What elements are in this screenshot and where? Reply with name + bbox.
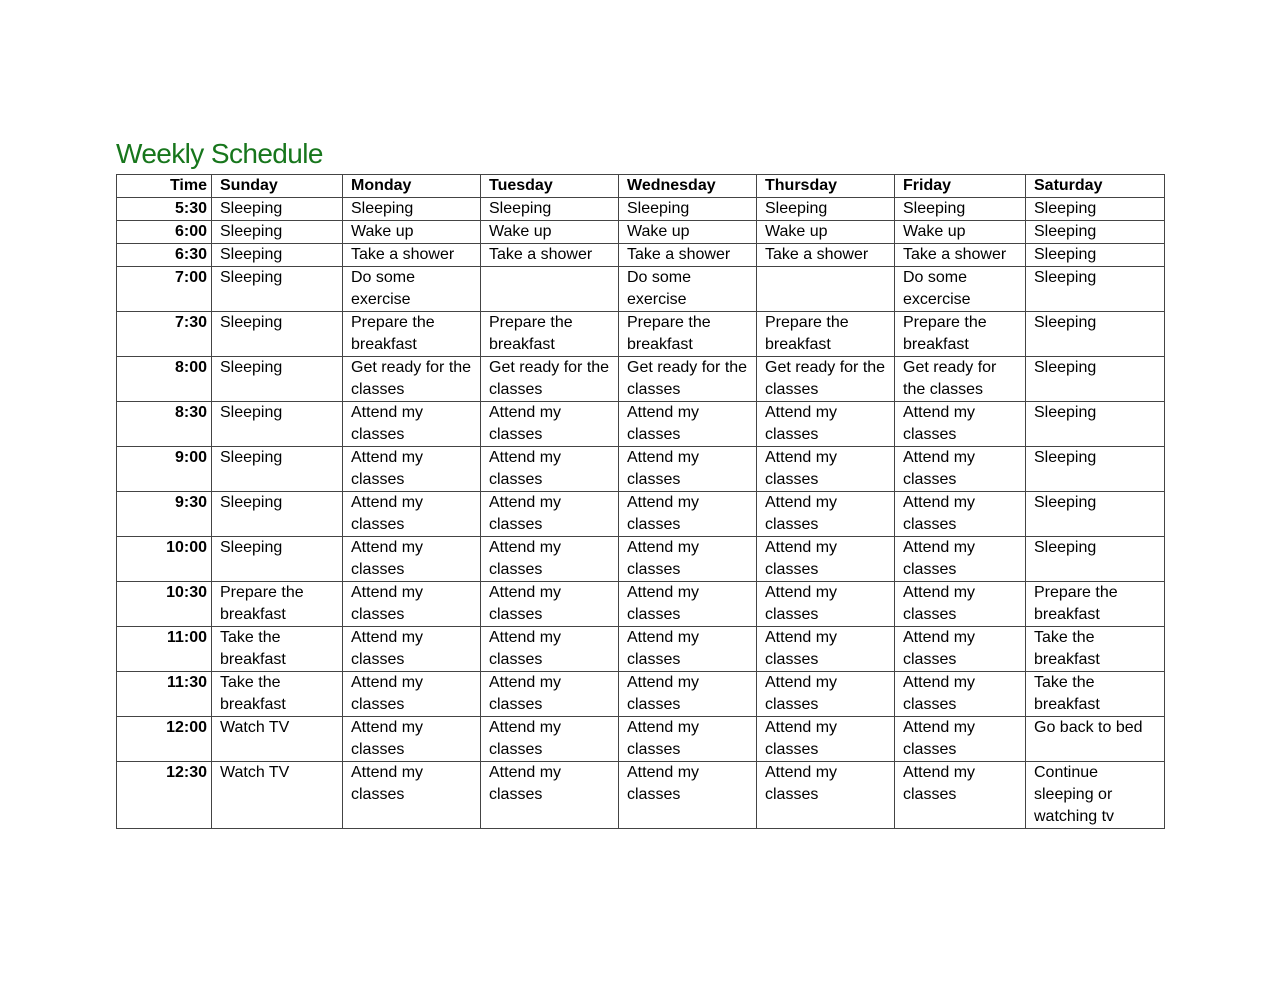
time-cell: 11:00 [117, 627, 212, 672]
time-cell: 12:30 [117, 762, 212, 829]
table-cell: Attend my classes [343, 582, 481, 627]
header-row [117, 175, 1165, 198]
table-cell: Attend my classes [757, 717, 895, 762]
table-cell: Attend my classes [895, 492, 1026, 537]
table-cell: Get ready for the classes [757, 357, 895, 402]
time-cell: 9:00 [117, 447, 212, 492]
table-cell: Sleeping [1026, 312, 1165, 357]
page-title: Weekly Schedule [116, 138, 323, 169]
table-cell: Attend my classes [895, 762, 1026, 829]
table-row [117, 221, 1165, 244]
table-cell: Sleeping [212, 244, 343, 267]
time-cell: 10:30 [117, 582, 212, 627]
table-cell: Take a shower [343, 244, 481, 267]
table-cell: Take a shower [481, 244, 619, 267]
table-cell: Attend my classes [895, 582, 1026, 627]
table-cell: Attend my classes [757, 402, 895, 447]
table-cell: Attend my classes [619, 447, 757, 492]
table-cell: Attend my classes [619, 492, 757, 537]
table-cell: Do some exercise [343, 267, 481, 312]
table-row [117, 627, 1165, 672]
time-cell: 7:30 [117, 312, 212, 357]
table-row [117, 244, 1165, 267]
table-cell: Attend my classes [481, 627, 619, 672]
time-cell: 6:00 [117, 221, 212, 244]
table-cell: Attend my classes [895, 402, 1026, 447]
table-cell: Attend my classes [895, 672, 1026, 717]
column-header-sunday: Sunday [212, 175, 343, 198]
table-cell: Attend my classes [757, 582, 895, 627]
table-cell: Sleeping [1026, 447, 1165, 492]
table-cell: Sleeping [1026, 357, 1165, 402]
table-cell: Prepare the breakfast [619, 312, 757, 357]
table-cell: Attend my classes [619, 582, 757, 627]
table-cell: Attend my classes [619, 537, 757, 582]
table-cell: Go back to bed [1026, 717, 1165, 762]
table-row [117, 357, 1165, 402]
table-cell: Sleeping [212, 312, 343, 357]
table-cell: Sleeping [1026, 402, 1165, 447]
table-cell: Attend my classes [895, 537, 1026, 582]
table-cell: Attend my classes [757, 672, 895, 717]
table-cell: Attend my classes [343, 447, 481, 492]
table-cell: Sleeping [619, 198, 757, 221]
table-cell: Sleeping [757, 198, 895, 221]
table-cell: Attend my classes [343, 717, 481, 762]
table-cell: Sleeping [212, 198, 343, 221]
table-row [117, 402, 1165, 447]
table-cell: Prepare the breakfast [757, 312, 895, 357]
table-row [117, 312, 1165, 357]
table-row [117, 267, 1165, 312]
time-cell: 11:30 [117, 672, 212, 717]
table-cell: Do some excercise [895, 267, 1026, 312]
table-cell: Attend my classes [481, 402, 619, 447]
time-cell: 8:30 [117, 402, 212, 447]
table-cell: Sleeping [1026, 267, 1165, 312]
table-cell: Sleeping [343, 198, 481, 221]
table-cell: Take the breakfast [212, 672, 343, 717]
column-header-saturday: Saturday [1026, 175, 1165, 198]
column-header-tuesday: Tuesday [481, 175, 619, 198]
table-cell: Attend my classes [895, 627, 1026, 672]
table-row [117, 447, 1165, 492]
table-cell: Attend my classes [619, 402, 757, 447]
table-cell: Sleeping [212, 267, 343, 312]
table-cell: Prepare the breakfast [895, 312, 1026, 357]
table-cell: Attend my classes [481, 537, 619, 582]
table-cell: Sleeping [212, 447, 343, 492]
column-header-friday: Friday [895, 175, 1026, 198]
table-cell: Sleeping [1026, 492, 1165, 537]
table-cell: Wake up [895, 221, 1026, 244]
table-cell: Do some exercise [619, 267, 757, 312]
table-row [117, 672, 1165, 717]
table-cell: Take the breakfast [1026, 627, 1165, 672]
table-row [117, 582, 1165, 627]
table-cell: Sleeping [212, 492, 343, 537]
schedule-table [116, 174, 1165, 829]
table-cell: Sleeping [895, 198, 1026, 221]
table-cell: Attend my classes [619, 717, 757, 762]
table-cell: Wake up [757, 221, 895, 244]
table-cell: Attend my classes [481, 672, 619, 717]
table-cell: Sleeping [1026, 198, 1165, 221]
table-cell: Attend my classes [343, 537, 481, 582]
table-cell: Attend my classes [895, 447, 1026, 492]
table-cell: Watch TV [212, 717, 343, 762]
table-cell: Attend my classes [481, 447, 619, 492]
time-cell: 9:30 [117, 492, 212, 537]
table-cell: Take a shower [619, 244, 757, 267]
column-header-monday: Monday [343, 175, 481, 198]
table-cell: Attend my classes [481, 717, 619, 762]
table-cell: Attend my classes [343, 402, 481, 447]
table-cell: Attend my classes [757, 447, 895, 492]
table-cell: Sleeping [212, 537, 343, 582]
table-cell: Prepare the breakfast [212, 582, 343, 627]
table-cell: Attend my classes [481, 582, 619, 627]
table-cell: Attend my classes [343, 627, 481, 672]
table-row [117, 537, 1165, 582]
table-cell: Take the breakfast [1026, 672, 1165, 717]
table-cell: Take a shower [895, 244, 1026, 267]
column-header-wednesday: Wednesday [619, 175, 757, 198]
table-cell: Take the breakfast [212, 627, 343, 672]
time-cell: 5:30 [117, 198, 212, 221]
table-cell: Attend my classes [895, 717, 1026, 762]
table-row [117, 717, 1165, 762]
table-cell: Attend my classes [757, 492, 895, 537]
table-cell: Attend my classes [757, 627, 895, 672]
table-cell: Sleeping [1026, 221, 1165, 244]
time-cell: 8:00 [117, 357, 212, 402]
table-cell: Attend my classes [481, 492, 619, 537]
table-cell: Prepare the breakfast [481, 312, 619, 357]
time-cell: 12:00 [117, 717, 212, 762]
table-cell: Attend my classes [481, 762, 619, 829]
table-cell: Attend my classes [757, 537, 895, 582]
column-header-time: Time [117, 175, 212, 198]
column-header-thursday: Thursday [757, 175, 895, 198]
table-cell: Attend my classes [619, 627, 757, 672]
table-row [117, 762, 1165, 829]
table-cell: Attend my classes [757, 762, 895, 829]
table-cell [757, 267, 895, 312]
table-cell: Wake up [481, 221, 619, 244]
table-cell: Take a shower [757, 244, 895, 267]
table-cell: Attend my classes [619, 762, 757, 829]
table-cell: Get ready for the classes [895, 357, 1026, 402]
time-cell: 6:30 [117, 244, 212, 267]
time-cell: 10:00 [117, 537, 212, 582]
table-cell [481, 267, 619, 312]
table-row [117, 492, 1165, 537]
table-cell: Wake up [343, 221, 481, 244]
table-cell: Watch TV [212, 762, 343, 829]
table-cell: Attend my classes [343, 672, 481, 717]
table-cell: Prepare the breakfast [1026, 582, 1165, 627]
table-cell: Wake up [619, 221, 757, 244]
table-cell: Sleeping [212, 221, 343, 244]
table-cell: Sleeping [1026, 537, 1165, 582]
table-cell: Attend my classes [343, 492, 481, 537]
table-cell: Sleeping [212, 402, 343, 447]
table-cell: Sleeping [1026, 244, 1165, 267]
time-cell: 7:00 [117, 267, 212, 312]
table-cell: Get ready for the classes [481, 357, 619, 402]
table-cell: Prepare the breakfast [343, 312, 481, 357]
table-cell: Sleeping [212, 357, 343, 402]
table-cell: Continue sleeping or watching tv [1026, 762, 1165, 829]
table-cell: Attend my classes [343, 762, 481, 829]
table-cell: Get ready for the classes [619, 357, 757, 402]
table-cell: Sleeping [481, 198, 619, 221]
table-cell: Get ready for the classes [343, 357, 481, 402]
table-cell: Attend my classes [619, 672, 757, 717]
table-row [117, 198, 1165, 221]
